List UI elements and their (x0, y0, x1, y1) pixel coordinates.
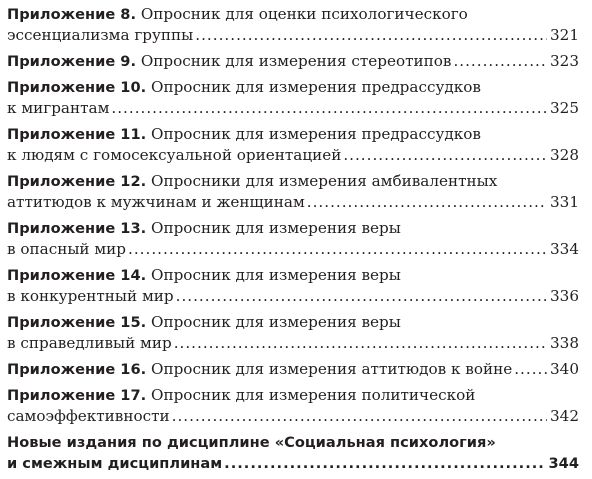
toc-entry-new-publications[interactable] (7, 432, 579, 474)
toc-entry-page-number: 340 (550, 360, 579, 378)
toc-entry-last-line (7, 453, 579, 474)
toc-entry-label: Приложение 13. (7, 220, 147, 237)
toc-entry-first-line (7, 218, 579, 239)
toc-entry-label: Приложение 11. (7, 126, 147, 143)
toc-entry[interactable] (7, 265, 579, 307)
toc-entry-label: Приложение 14. (7, 267, 147, 284)
toc-entry[interactable] (7, 77, 579, 119)
toc-entry[interactable] (7, 51, 579, 72)
toc-entry-title-continuation: самоэффективности (7, 407, 170, 425)
dot-leader (128, 239, 547, 260)
toc-entry-first-line: Новые издания по дисциплине «Социальная психология» (7, 434, 496, 451)
toc-entry-last-line (7, 239, 579, 260)
toc-entry-title: Опросник для измерения веры (151, 313, 401, 331)
toc-entry-page-number: 325 (550, 99, 579, 117)
toc-entry-title: Опросник для измерения аттитюдов к войне (151, 360, 513, 378)
toc-entry-first-line (7, 312, 579, 333)
toc-entry-last-line (7, 98, 579, 119)
toc-entry-first-line (7, 359, 579, 380)
toc-entry-first-line (7, 171, 579, 192)
toc-entry-page-number: 321 (550, 26, 579, 44)
toc-entry-label: Приложение 10. (7, 79, 147, 96)
toc-entry-title: Опросник для оценки психологического (140, 5, 468, 23)
toc-entry-label: Приложение 15. (7, 314, 147, 331)
toc-entry-title: Опросник для измерения веры (151, 219, 401, 237)
table-of-contents (7, 4, 579, 479)
dot-leader (343, 145, 547, 166)
toc-entry[interactable] (7, 385, 579, 427)
toc-entry-title-continuation: к людям с гомосексуальной ориентацией (7, 146, 342, 164)
toc-entry[interactable] (7, 218, 579, 260)
toc-entry-last-line (7, 406, 579, 427)
toc-entry-title-continuation: в конкурентный мир (7, 287, 174, 305)
toc-entry-label: Приложение 9. (7, 53, 137, 70)
dot-leader (111, 98, 547, 119)
toc-entry-page-number: 338 (550, 334, 579, 352)
dot-leader (174, 333, 547, 354)
toc-entry-title: Опросник для измерения предрассудков (151, 78, 481, 96)
toc-entry[interactable] (7, 124, 579, 166)
toc-entry-title: Опросники для измерения амбивалентных (151, 172, 498, 190)
toc-entry-last-line (7, 25, 579, 46)
dot-leader (307, 192, 547, 213)
toc-entry-page-number: 331 (550, 193, 579, 211)
toc-entry-title-continuation: в опасный мир (7, 240, 127, 258)
toc-entry-title-continuation: в справедливый мир (7, 334, 172, 352)
toc-entry-first-line (7, 124, 579, 145)
toc-entry-first-line (7, 265, 579, 286)
dot-leader (172, 406, 547, 427)
toc-entry-title-continuation: и смежным дисциплинам (7, 455, 223, 472)
toc-entry-title: Опросник для измерения веры (151, 266, 401, 284)
toc-entry-first-line (7, 77, 579, 98)
toc-entry-label: Приложение 16. (7, 361, 147, 378)
toc-entry[interactable] (7, 359, 579, 380)
dot-leader (195, 25, 547, 46)
toc-entry-title: Опросник для измерения политической (151, 386, 476, 404)
toc-entry[interactable] (7, 312, 579, 354)
toc-entry-first-line (7, 51, 579, 72)
toc-entry-last-line (7, 145, 579, 166)
toc-entry-first-line (7, 4, 579, 25)
toc-entry-page-number: 334 (550, 240, 579, 258)
toc-entry-page-number: 328 (550, 146, 579, 164)
toc-entry-label: Приложение 17. (7, 387, 147, 404)
toc-entry-title-continuation: эссенциализма группы (7, 26, 194, 44)
toc-entry-page-number: 344 (548, 455, 579, 472)
toc-entry-title-continuation: аттитюдов к мужчинам и женщинам (7, 193, 305, 211)
toc-entry-label: Приложение 12. (7, 173, 147, 190)
dot-leader (176, 286, 547, 307)
toc-entry[interactable] (7, 171, 579, 213)
toc-entry-title-continuation: к мигрантам (7, 99, 110, 117)
toc-entry[interactable] (7, 4, 579, 46)
toc-entry-page-number: 342 (550, 407, 579, 425)
toc-entry-title: Опросник для измерения стереотипов (140, 52, 452, 70)
toc-entry-first-line (7, 385, 579, 406)
dot-leader (453, 51, 547, 72)
dot-leader (224, 453, 545, 474)
toc-entry-title: Опросник для измерения предрассудков (151, 125, 481, 143)
toc-entry-last-line (7, 192, 579, 213)
dot-leader (514, 359, 547, 380)
toc-entry-last-line (7, 333, 579, 354)
toc-entry-page-number: 336 (550, 287, 579, 305)
toc-entry-last-line (7, 286, 579, 307)
toc-entry-page-number: 323 (550, 52, 579, 70)
toc-entry-label: Приложение 8. (7, 6, 137, 23)
